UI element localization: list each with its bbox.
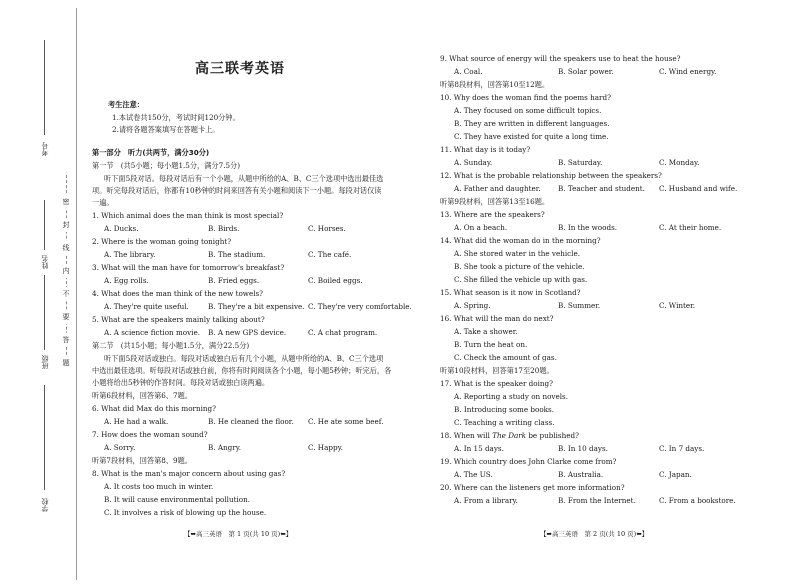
section2-heading: 第二节 (共15小题；每小题1.5分，满分22.5分) xyxy=(92,341,250,350)
option-b: B. Saturday. xyxy=(558,158,603,167)
option-c: C. Horses. xyxy=(308,224,346,233)
note-line: 1.本试卷共150分，考试时间120分钟。 xyxy=(112,113,240,122)
section1-heading: 第一节 (共5小题；每小题1.5分，满分7.5分) xyxy=(92,161,241,170)
question-19: 19. Which country does John Clarke come from? xyxy=(440,457,617,466)
option-c: C. The café. xyxy=(308,250,352,259)
notes-heading: 考生注意： xyxy=(108,100,144,109)
question-17: 17. What is the speaker doing? xyxy=(440,379,553,388)
option-a: A. The library. xyxy=(104,250,156,259)
book-title: The Dark xyxy=(492,431,527,440)
option-b: B. A new GPS device. xyxy=(208,328,287,337)
option-c: C. Monday. xyxy=(659,158,700,167)
option-b: B. They are written in different languages. xyxy=(454,119,610,128)
option-b: B. Fried eggs. xyxy=(208,276,260,285)
option-b: B. From the Internet. xyxy=(558,496,636,505)
option-b: B. Teacher and student. xyxy=(558,184,645,193)
seal-char: 内 xyxy=(61,264,71,278)
page-title: 高三联考英语 xyxy=(195,61,285,77)
question-15: 15. What season is it now in Scotland? xyxy=(440,288,581,297)
option-c: C. Japan. xyxy=(659,470,692,479)
question-14: 14. What did the woman do in the morning? xyxy=(440,236,601,245)
option-b: B. Australia. xyxy=(558,470,604,479)
question-13: 13. Where are the speakers? xyxy=(440,210,545,219)
section2-instruction: 小题将给出5秒钟的作答时间。每段对话或独白读两遍。 xyxy=(92,378,270,387)
option-c: C. They have existed for quite a long time. xyxy=(454,132,609,141)
question-4: 4. What does the man think of the new towels? xyxy=(92,289,264,298)
section2-instruction: 听下面5段对话或独白。每段对话或独白后有几个小题，从题中所给的A、B、C三个选项 xyxy=(104,354,384,363)
option-c: C. Boiled eggs. xyxy=(308,276,363,285)
option-c: C. Husband and wife. xyxy=(659,184,738,193)
material-note: 听第6段材料，回答第6、7题。 xyxy=(92,391,192,400)
option-a: A. Coal. xyxy=(454,67,483,76)
section1-instruction: 听下面5段对话。每段对话后有一个小题，从题中所给的A、B、C三个选项中选出最佳选 xyxy=(104,174,384,183)
question-7: 7. How does the woman sound? xyxy=(92,430,208,439)
option-c: C. Check the amount of gas. xyxy=(454,353,557,362)
option-b: B. It will cause environmental pollution. xyxy=(104,495,251,504)
option-a: A. They're quite useful. xyxy=(104,302,189,311)
option-c: C. From a bookstore. xyxy=(659,496,736,505)
option-b: B. In 10 days. xyxy=(558,444,608,453)
material-note: 听第10段材料，回答第17至20题。 xyxy=(440,366,554,375)
option-b: B. He cleaned the floor. xyxy=(208,417,294,426)
seal-char: 要 xyxy=(61,310,71,324)
option-a: A. A science fiction movie. xyxy=(104,328,200,337)
page-1-footer: 【➡高三英语 第 1 页(共 10 页)⬅】 xyxy=(184,530,293,538)
option-b: B. In the woods. xyxy=(558,223,618,232)
seal-char: 题 xyxy=(61,356,71,370)
option-c: C. In 7 days. xyxy=(659,444,705,453)
exam-no-label: 考号 xyxy=(41,142,49,156)
question-3: 3. What will the man have for tomorrow's breakfast? xyxy=(92,263,285,272)
option-a: A. He had a walk. xyxy=(104,417,169,426)
class-field[interactable] xyxy=(44,275,45,350)
question-18: 18. When will The Dark be published? xyxy=(440,431,579,440)
question-1: 1. Which animal does the man think is most special? xyxy=(92,211,284,220)
question-9: 9. What source of energy will the speakers use to heat the house? xyxy=(440,54,681,63)
question-16: 16. What will the man do next? xyxy=(440,314,554,323)
option-a: A. Spring. xyxy=(454,301,491,310)
name-label: 姓名 xyxy=(41,255,49,269)
option-c: C. She filled the vehicle up with gas. xyxy=(454,275,588,284)
seal-char: 不 xyxy=(61,287,71,301)
option-c: C. He ate some beef. xyxy=(308,417,384,426)
option-a: A. The US. xyxy=(454,470,493,479)
exam-no-field[interactable] xyxy=(44,40,45,135)
margin-border xyxy=(76,8,77,580)
question-8: 8. What is the man's major concern about using gas? xyxy=(92,469,286,478)
option-b: B. The stadium. xyxy=(208,250,266,259)
question-10: 10. Why does the woman find the poems hard? xyxy=(440,93,611,102)
question-12: 12. What is the probable relationship between the speakers? xyxy=(440,171,662,180)
option-b: B. Solar power. xyxy=(558,67,614,76)
option-a: A. They focused on some difficult topics. xyxy=(454,106,602,115)
option-b: B. Birds. xyxy=(208,224,240,233)
option-c: C. Happy. xyxy=(308,443,343,452)
option-b: B. Introducing some books. xyxy=(454,405,554,414)
seal-char: 答 xyxy=(61,333,71,347)
option-a: A. Ducks. xyxy=(104,224,139,233)
question-2: 2. Where is the woman going tonight? xyxy=(92,237,232,246)
note-line: 2.请将各题答案填写在答题卡上。 xyxy=(112,125,220,134)
option-a: A. Take a shower. xyxy=(454,327,518,336)
option-a: A. On a beach. xyxy=(454,223,508,232)
seal-char: 封 xyxy=(61,218,71,232)
part1-heading: 第一部分 听力(共两节，满分30分) xyxy=(92,148,210,157)
option-b: B. She took a picture of the vehicle. xyxy=(454,262,585,271)
option-a: A. Sunday. xyxy=(454,158,493,167)
section2-instruction: 中选出最佳选项。听每段对话或独白前，你将有时间阅读各个小题，每小题5秒钟；听完后，各 xyxy=(92,366,392,375)
option-a: A. Sorry. xyxy=(104,443,136,452)
option-a: A. In 15 days. xyxy=(454,444,504,453)
question-5: 5. What are the speakers mainly talking about? xyxy=(92,315,265,324)
option-c: C. Wind energy. xyxy=(659,67,717,76)
name-field[interactable] xyxy=(44,200,45,250)
option-c: C. They're very comfortable. xyxy=(308,302,412,311)
question-11: 11. What day is it today? xyxy=(440,145,531,154)
section1-instruction: 项。听完每段对话后，你都有10秒钟的时间来回答有关小题和阅读下一小题。每段对话仅读 xyxy=(92,186,382,195)
option-b: B. They're a bit expensive. xyxy=(208,302,305,311)
option-a: A. Reporting a study on novels. xyxy=(454,392,568,401)
page-2-footer: 【➡高三英语 第 2 页(共 10 页)⬅】 xyxy=(540,530,649,538)
option-b: B. Summer. xyxy=(558,301,601,310)
option-a: A. Father and daughter. xyxy=(454,184,541,193)
option-c: C. Winter. xyxy=(659,301,696,310)
material-note: 听第7段材料，回答第8、9题。 xyxy=(92,456,192,465)
section1-instruction: 一遍。 xyxy=(92,198,114,207)
material-note: 听第8段材料，回答第10至12题。 xyxy=(440,80,550,89)
option-c: C. It involves a risk of blowing up the house. xyxy=(104,508,267,517)
school-field[interactable] xyxy=(44,385,45,490)
option-c: C. Teaching a writing class. xyxy=(454,418,555,427)
seal-char: 线 xyxy=(61,241,71,255)
option-b: B. Angry. xyxy=(208,443,242,452)
school-label: 学校 xyxy=(41,498,49,512)
option-c: C. At their home. xyxy=(659,223,722,232)
seal-char: 密 xyxy=(61,195,71,209)
option-a: A. It costs too much in winter. xyxy=(104,482,214,491)
option-a: A. From a library. xyxy=(454,496,518,505)
material-note: 听第9段材料，回答第13至16题。 xyxy=(440,197,550,206)
question-6: 6. What did Max do this morning? xyxy=(92,404,216,413)
option-a: A. She stored water in the vehicle. xyxy=(454,249,581,258)
class-label: 班级 xyxy=(41,355,49,369)
question-20: 20. Where can the listeners get more information? xyxy=(440,483,625,492)
binding-margin xyxy=(0,0,78,587)
option-b: B. Turn the heat on. xyxy=(454,340,528,349)
option-c: C. A chat program. xyxy=(308,328,378,337)
option-a: A. Egg rolls. xyxy=(104,276,149,285)
